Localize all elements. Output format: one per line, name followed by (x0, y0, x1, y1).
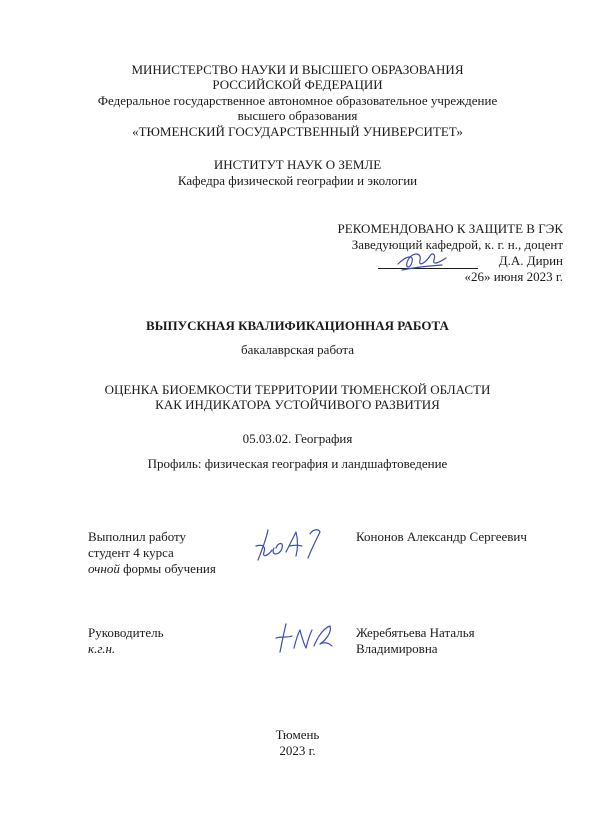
institution-line1: Федеральное государственное автономное образовательное учреждение (97, 93, 498, 108)
author-label-line1: Выполнил работу (88, 529, 187, 544)
author-label-line3 (88, 561, 216, 577)
specialty: 05.03.02. География (242, 431, 353, 446)
footer-city: Тюмень (275, 727, 320, 742)
footer-year: 2023 г. (279, 743, 316, 758)
institution-line2: высшего образования (237, 108, 358, 123)
supervisor-degree: к.г.н. (88, 641, 116, 656)
work-title-line1: ОЦЕНКА БИОЕМКОСТИ ТЕРРИТОРИИ ТЮМЕНСКОЙ ОБЛАСТИ (104, 382, 491, 397)
institute-name: ИНСТИТУТ НАУК О ЗЕМЛЕ (213, 157, 382, 172)
supervisor-name-line2: Владимировна (356, 641, 438, 656)
ministry-line2: РОССИЙСКОЙ ФЕДЕРАЦИИ (212, 77, 383, 92)
approval-head-name: Д.А. Дирин (498, 253, 563, 268)
work-title-line2: КАК ИНДИКАТОРА УСТОЙЧИВОГО РАЗВИТИЯ (155, 397, 440, 412)
author-name: Кононов Александр Сергеевич (356, 529, 527, 544)
work-type: ВЫПУСКНАЯ КВАЛИФИКАЦИОННАЯ РАБОТА (146, 318, 449, 333)
work-level: бакалаврская работа (241, 342, 354, 357)
head-signature-icon (392, 246, 452, 276)
department-name: Кафедра физической географии и экологии (177, 173, 418, 188)
author-label-line2: студент 4 курса (88, 545, 174, 560)
supervisor-signature-icon (270, 618, 340, 658)
profile: Профиль: физическая география и ландшафтоведение (147, 456, 448, 471)
approval-position: Заведующий кафедрой, к. г. н., доцент (351, 237, 563, 252)
author-signature-icon (250, 522, 330, 566)
study-form-italic: очной (88, 561, 120, 576)
approval-title: РЕКОМЕНДОВАНО К ЗАЩИТЕ В ГЭК (337, 221, 563, 236)
ministry-line1: МИНИСТЕРСТВО НАУКИ И ВЫСШЕГО ОБРАЗОВАНИЯ (131, 62, 464, 77)
supervisor-label: Руководитель (88, 625, 164, 640)
supervisor-name-line1: Жеребятьева Наталья (356, 625, 475, 640)
study-form-rest: формы обучения (119, 561, 216, 576)
approval-date: «26» июня 2023 г. (464, 269, 563, 284)
university-name: «ТЮМЕНСКИЙ ГОСУДАРСТВЕННЫЙ УНИВЕРСИТЕТ» (132, 124, 463, 139)
